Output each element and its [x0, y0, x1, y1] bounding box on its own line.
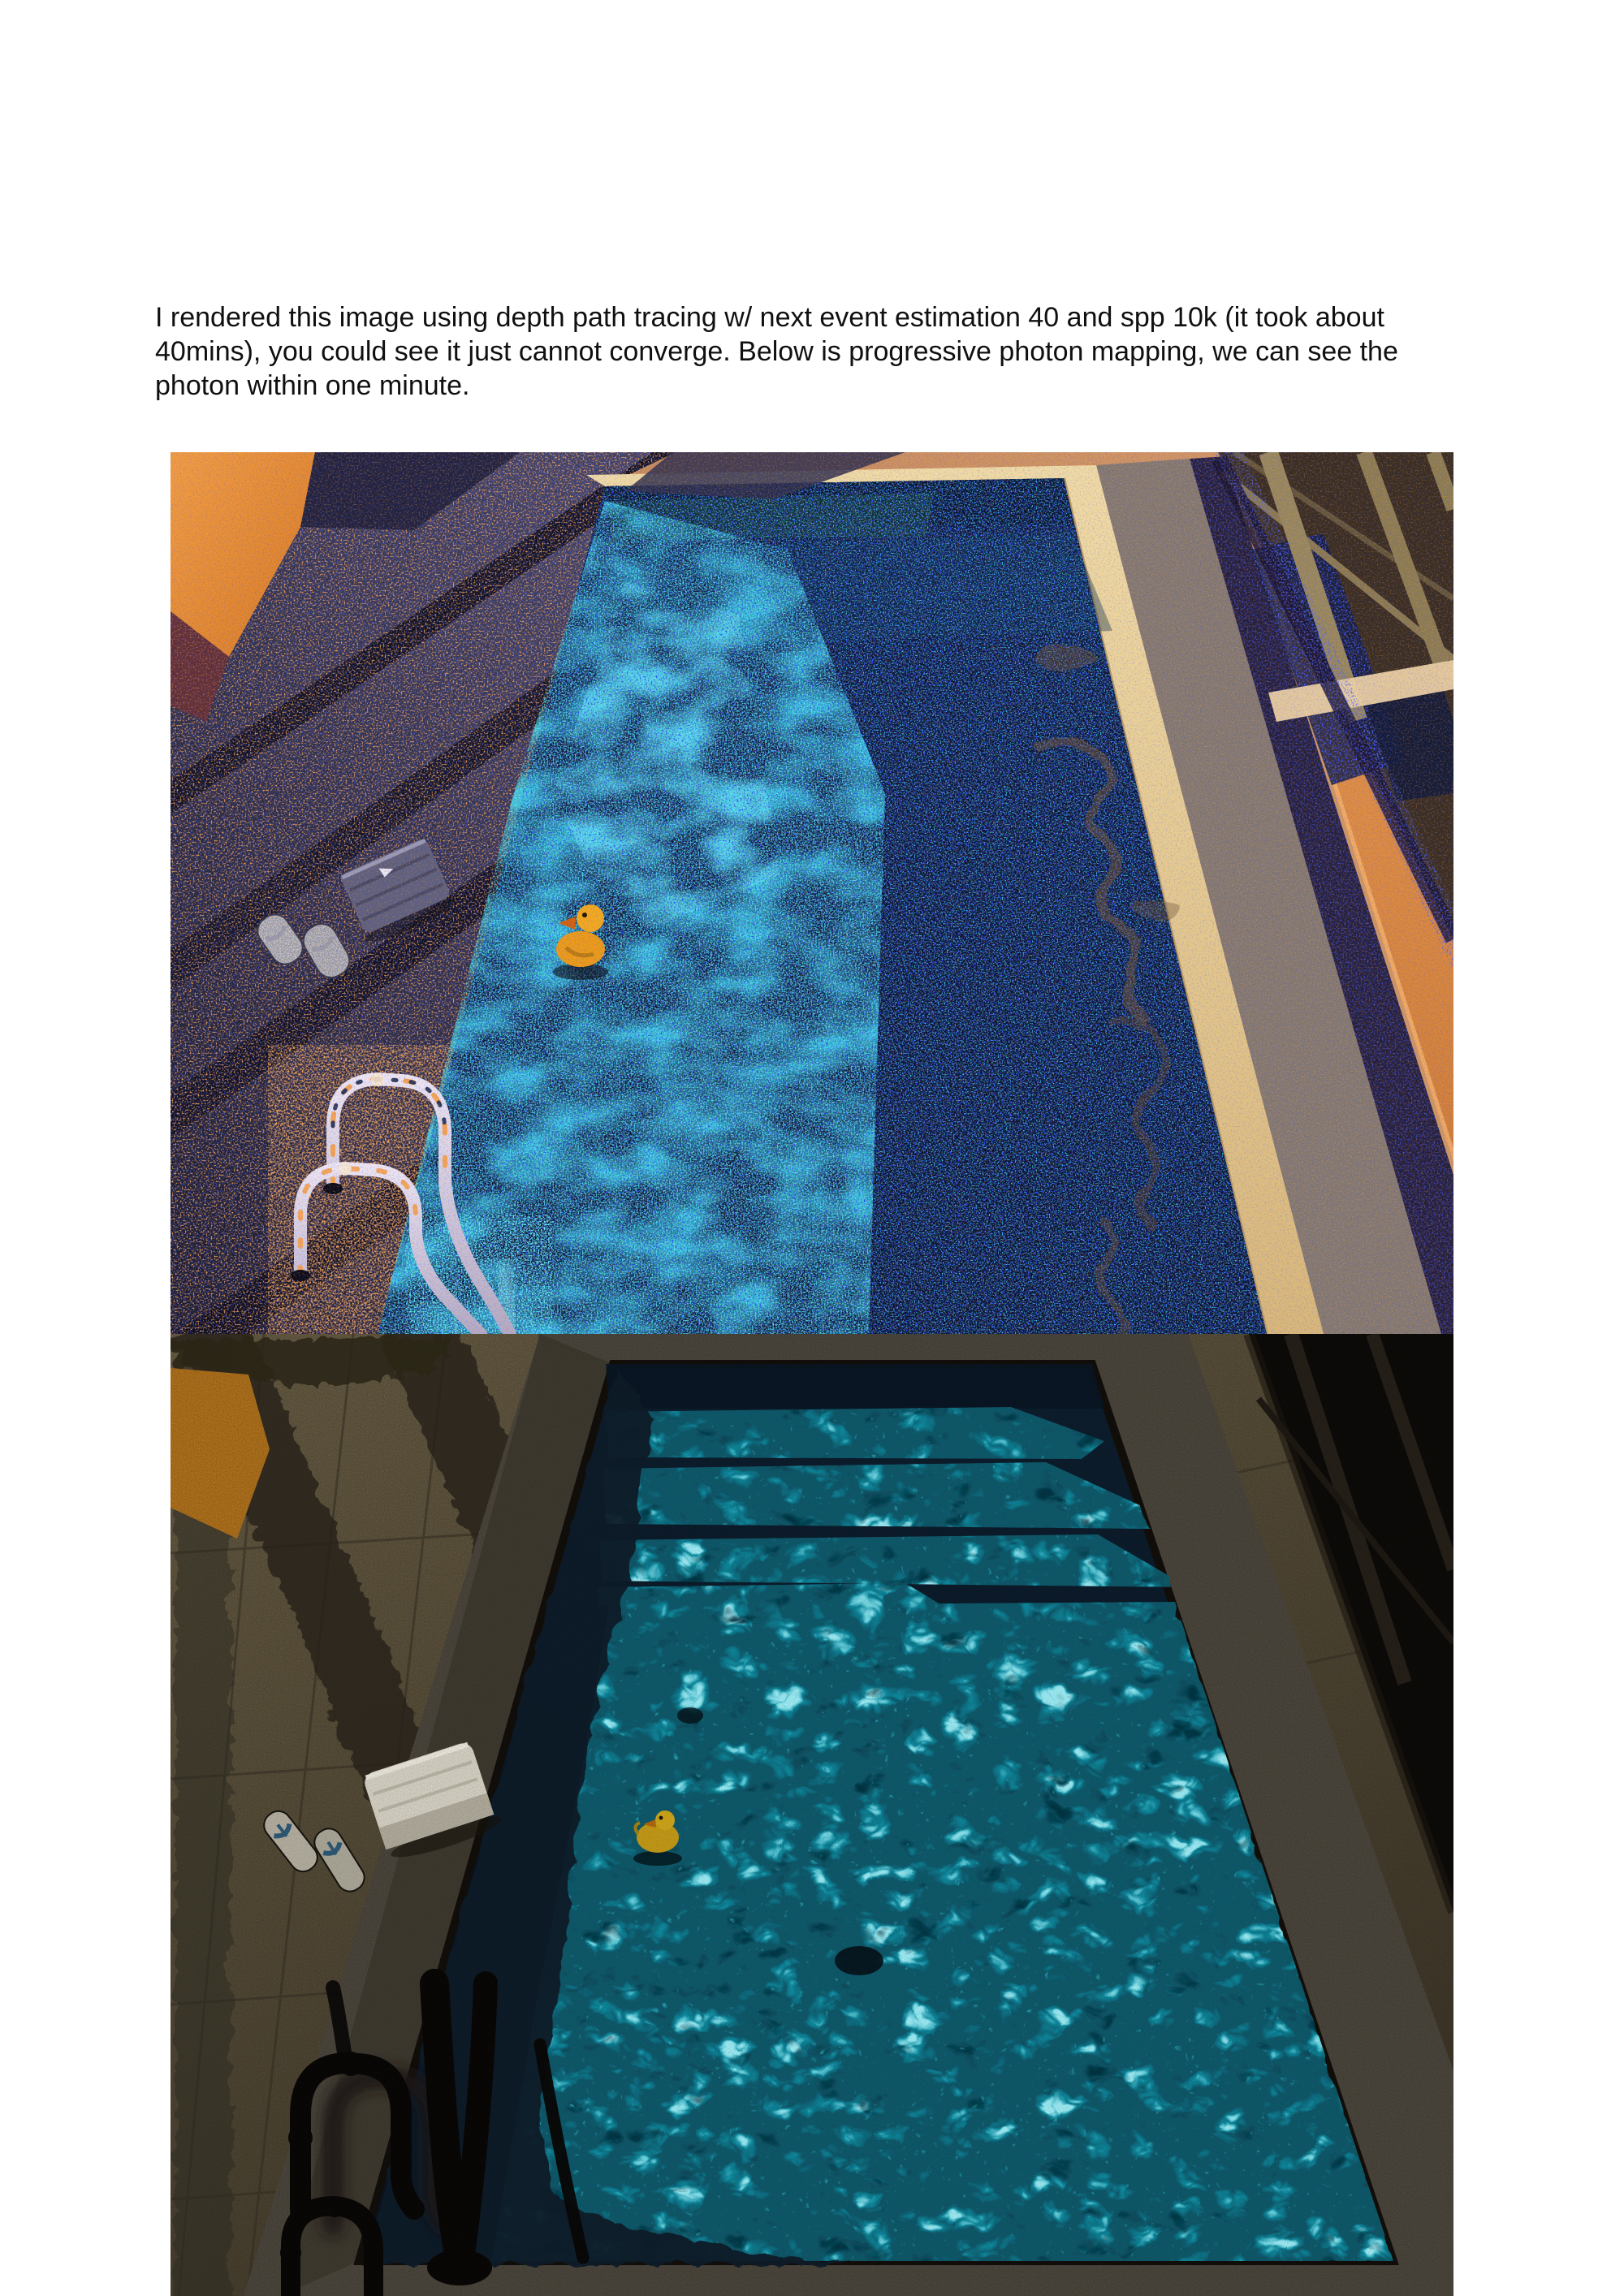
photon-mapping-image: [171, 1334, 1453, 2296]
stray-blue-noise: [171, 452, 1453, 1334]
image-grain: [171, 1334, 1453, 2296]
figure-path-tracing-render: [171, 452, 1453, 1334]
intro-paragraph: I rendered this image using depth path tracing w/ next event estimation 40 and spp 10k (it took about 40mins), you could see it just cannot converge. Below is progressive photon mapping, we can see the photon within one minute.: [155, 302, 1398, 401]
figure-photon-mapping-render: [171, 1334, 1453, 2296]
path-tracing-image: [171, 452, 1453, 1334]
